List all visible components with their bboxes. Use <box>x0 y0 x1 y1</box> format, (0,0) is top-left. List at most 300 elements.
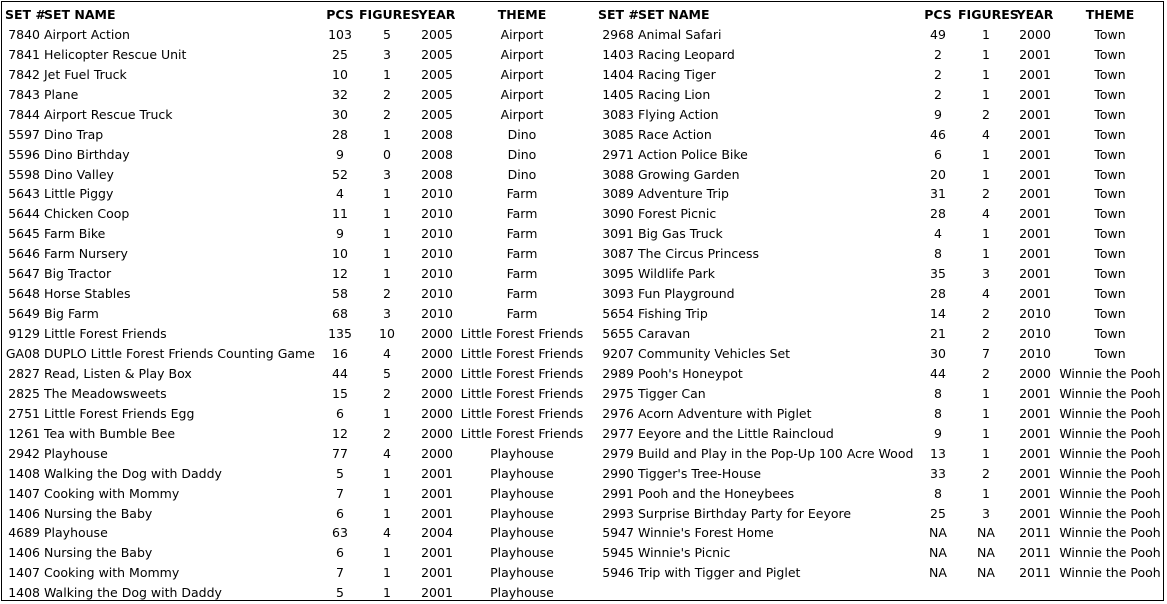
cell-name: Surprise Birthday Party for Eeyore <box>638 505 852 521</box>
cell-figures: 1 <box>982 226 990 242</box>
cell-figures: 4 <box>982 286 990 302</box>
cell-pcs: 12 <box>332 266 348 282</box>
cell-set: 2993 <box>602 505 634 521</box>
cell-year: 2001 <box>421 505 453 521</box>
cell-theme: Playhouse <box>490 585 554 601</box>
cell-year: 2004 <box>421 525 453 541</box>
cell-set: 1408 <box>8 465 40 481</box>
cell-year: 2001 <box>421 465 453 481</box>
cell-pcs: 6 <box>336 545 344 561</box>
cell-set: 1408 <box>8 585 40 601</box>
cell-theme: Playhouse <box>490 465 554 481</box>
cell-pcs: 9 <box>336 146 344 162</box>
cell-theme: Farm <box>506 246 538 262</box>
cell-set: 5647 <box>8 266 40 282</box>
cell-figures: 1 <box>982 66 990 82</box>
cell-theme: Airport <box>500 66 544 82</box>
cell-name: The Circus Princess <box>638 246 760 262</box>
cell-figures: 1 <box>383 505 391 521</box>
cell-name: Acorn Adventure with Piglet <box>638 405 812 421</box>
table-row <box>2 125 1165 145</box>
cell-name: Adventure Trip <box>638 186 729 202</box>
cell-name: Fishing Trip <box>638 306 708 322</box>
cell-name: Walking the Dog with Daddy <box>44 585 222 601</box>
cell-year: 2001 <box>1019 206 1051 222</box>
cell-name: Airport Action <box>44 26 130 42</box>
cell-figures: 1 <box>982 166 990 182</box>
cell-year: 2001 <box>421 545 453 561</box>
table-row <box>2 324 1165 344</box>
table-row <box>2 523 1165 543</box>
cell-name: Tigger Can <box>638 385 706 401</box>
cell-set: 5654 <box>602 306 634 322</box>
cell-theme: Little Forest Friends <box>460 385 584 401</box>
cell-name: Wildlife Park <box>638 266 715 282</box>
cell-name: Chicken Coop <box>44 206 130 222</box>
cell-set: 7844 <box>8 106 40 122</box>
cell-theme: Winnie the Pooh <box>1059 405 1161 421</box>
cell-figures: 1 <box>383 465 391 481</box>
cell-set: 5649 <box>8 306 40 322</box>
cell-pcs: 8 <box>934 485 942 501</box>
cell-theme: Playhouse <box>490 565 554 581</box>
cell-name: Helicopter Rescue Unit <box>44 46 187 62</box>
cell-year: 2005 <box>421 26 453 42</box>
table-row <box>2 384 1165 404</box>
cell-figures: 10 <box>379 326 395 342</box>
cell-set: 3085 <box>602 126 634 142</box>
cell-name: Big Gas Truck <box>638 226 723 242</box>
cell-year: 2001 <box>1019 465 1051 481</box>
cell-figures: 0 <box>383 146 391 162</box>
cell-figures: NA <box>977 525 995 541</box>
cell-year: 2001 <box>1019 66 1051 82</box>
cell-figures: 2 <box>982 306 990 322</box>
cell-name: Racing Lion <box>638 86 711 102</box>
table-row <box>2 344 1165 364</box>
cell-year: 2005 <box>421 46 453 62</box>
cell-pcs: 10 <box>332 66 348 82</box>
cell-set: 5643 <box>8 186 40 202</box>
cell-theme: Town <box>1094 306 1126 322</box>
cell-name: Winnie's Picnic <box>638 545 731 561</box>
cell-year: 2005 <box>421 66 453 82</box>
cell-pcs: 5 <box>336 585 344 601</box>
cell-year: 2001 <box>1019 445 1051 461</box>
cell-name: Community Vehicles Set <box>638 345 791 361</box>
cell-year: 2008 <box>421 146 453 162</box>
cell-pcs: 14 <box>930 306 946 322</box>
cell-set: 3093 <box>602 286 634 302</box>
cell-set: 3095 <box>602 266 634 282</box>
cell-name: Action Police Bike <box>638 146 748 162</box>
cell-theme: Farm <box>506 306 538 322</box>
cell-year: 2000 <box>421 385 453 401</box>
cell-name: Racing Leopard <box>638 46 735 62</box>
cell-theme: Town <box>1094 226 1126 242</box>
header-name: SET NAME <box>44 7 116 22</box>
cell-pcs: 11 <box>332 206 348 222</box>
cell-name: Tigger's Tree-House <box>638 465 762 481</box>
cell-pcs: 13 <box>930 445 946 461</box>
cell-set: 7840 <box>8 26 40 42</box>
cell-figures: 1 <box>982 86 990 102</box>
cell-figures: 4 <box>383 345 391 361</box>
cell-theme: Little Forest Friends <box>460 365 584 381</box>
cell-year: 2001 <box>1019 425 1051 441</box>
cell-name: Big Tractor <box>44 266 112 282</box>
cell-year: 2001 <box>1019 226 1051 242</box>
cell-pcs: 31 <box>930 186 946 202</box>
cell-theme: Town <box>1094 126 1126 142</box>
table-row <box>2 563 1165 583</box>
cell-year: 2001 <box>1019 266 1051 282</box>
cell-theme: Dino <box>507 166 537 182</box>
cell-figures: 1 <box>383 585 391 601</box>
cell-year: 2001 <box>1019 385 1051 401</box>
cell-figures: 1 <box>383 186 391 202</box>
cell-figures: 3 <box>982 266 990 282</box>
cell-figures: 1 <box>383 126 391 142</box>
cell-pcs: 103 <box>328 26 352 42</box>
cell-pcs: 7 <box>336 485 344 501</box>
cell-set: 5646 <box>8 246 40 262</box>
cell-theme: Town <box>1094 246 1126 262</box>
cell-theme: Town <box>1094 166 1126 182</box>
table-row <box>2 404 1165 424</box>
header-pcs: PCS <box>326 7 354 22</box>
cell-pcs: 9 <box>336 226 344 242</box>
cell-figures: 7 <box>982 345 990 361</box>
cell-set: 3089 <box>602 186 634 202</box>
cell-name: Pooh's Honeypot <box>638 365 743 381</box>
cell-set: 3091 <box>602 226 634 242</box>
cell-pcs: 63 <box>332 525 348 541</box>
cell-pcs: 44 <box>930 365 946 381</box>
cell-figures: 2 <box>383 106 391 122</box>
cell-theme: Winnie the Pooh <box>1059 465 1161 481</box>
header-theme: THEME <box>497 7 547 22</box>
cell-theme: Winnie the Pooh <box>1059 485 1161 501</box>
header-figures: FIGURES <box>958 7 1019 22</box>
cell-pcs: 2 <box>934 66 942 82</box>
cell-set: 2989 <box>602 365 634 381</box>
cell-year: 2000 <box>421 445 453 461</box>
cell-figures: 4 <box>982 126 990 142</box>
cell-figures: 4 <box>982 206 990 222</box>
cell-year: 2001 <box>1019 106 1051 122</box>
cell-year: 2010 <box>1019 306 1051 322</box>
cell-year: 2010 <box>1019 345 1051 361</box>
cell-set: 5947 <box>602 525 634 541</box>
cell-set: 5945 <box>602 545 634 561</box>
cell-figures: 3 <box>383 166 391 182</box>
cell-name: Growing Garden <box>638 166 740 182</box>
table-row <box>2 583 1165 603</box>
cell-pcs: 8 <box>934 385 942 401</box>
cell-figures: 2 <box>383 385 391 401</box>
cell-theme: Winnie the Pooh <box>1059 445 1161 461</box>
cell-set: 1406 <box>8 505 40 521</box>
cell-year: 2005 <box>421 106 453 122</box>
header-year: YEAR <box>418 7 456 22</box>
cell-name: Caravan <box>638 326 691 342</box>
cell-set: 5946 <box>602 565 634 581</box>
cell-figures: 2 <box>383 86 391 102</box>
cell-name: Playhouse <box>44 445 108 461</box>
cell-set: 5598 <box>8 166 40 182</box>
cell-theme: Town <box>1094 146 1126 162</box>
cell-name: Little Piggy <box>44 186 114 202</box>
cell-theme: Winnie the Pooh <box>1059 545 1161 561</box>
cell-theme: Winnie the Pooh <box>1059 525 1161 541</box>
cell-pcs: 32 <box>332 86 348 102</box>
cell-figures: 1 <box>383 206 391 222</box>
cell-set: 2827 <box>8 365 40 381</box>
cell-set: 3083 <box>602 106 634 122</box>
cell-pcs: 9 <box>934 425 942 441</box>
cell-set: 2976 <box>602 405 634 421</box>
cell-name: Race Action <box>638 126 712 142</box>
cell-year: 2000 <box>421 425 453 441</box>
cell-name: Winnie's Forest Home <box>638 525 774 541</box>
table-row <box>2 204 1165 224</box>
table-row <box>2 364 1165 384</box>
cell-theme: Town <box>1094 66 1126 82</box>
table-row <box>2 165 1165 185</box>
cell-theme: Little Forest Friends <box>460 326 584 342</box>
cell-name: Farm Nursery <box>44 246 128 262</box>
cell-figures: NA <box>977 565 995 581</box>
cell-theme: Winnie the Pooh <box>1059 425 1161 441</box>
cell-name: Big Farm <box>44 306 99 322</box>
cell-name: Tea with Bumble Bee <box>44 425 176 441</box>
cell-theme: Airport <box>500 46 544 62</box>
cell-theme: Farm <box>506 206 538 222</box>
cell-set: 1261 <box>8 425 40 441</box>
table-row <box>2 464 1165 484</box>
cell-name: Little Forest Friends <box>44 326 167 342</box>
cell-year: 2010 <box>421 266 453 282</box>
cell-theme: Town <box>1094 345 1126 361</box>
cell-year: 2001 <box>1019 405 1051 421</box>
cell-year: 2000 <box>421 365 453 381</box>
cell-name: Build and Play in the Pop-Up 100 Acre Wood <box>638 445 914 461</box>
cell-pcs: 28 <box>930 206 946 222</box>
cell-pcs: 21 <box>930 326 946 342</box>
cell-pcs: 2 <box>934 46 942 62</box>
cell-figures: 1 <box>982 146 990 162</box>
cell-pcs: 5 <box>336 465 344 481</box>
cell-figures: 5 <box>383 26 391 42</box>
table-row <box>2 25 1165 45</box>
cell-pcs: 7 <box>336 565 344 581</box>
cell-pcs: 12 <box>332 425 348 441</box>
cell-name: Flying Action <box>638 106 719 122</box>
cell-year: 2010 <box>421 246 453 262</box>
cell-name: Horse Stables <box>44 286 131 302</box>
cell-name: Trip with Tigger and Piglet <box>638 565 801 581</box>
cell-pcs: 68 <box>332 306 348 322</box>
cell-theme: Farm <box>506 266 538 282</box>
table-row <box>2 65 1165 85</box>
table-row <box>2 264 1165 284</box>
header-name: SET NAME <box>638 7 710 22</box>
table-row <box>2 145 1165 165</box>
cell-name: Jet Fuel Truck <box>44 66 127 82</box>
cell-pcs: 49 <box>930 26 946 42</box>
header-pcs: PCS <box>924 7 952 22</box>
cell-figures: 2 <box>982 326 990 342</box>
cell-theme: Airport <box>500 26 544 42</box>
cell-figures: 1 <box>383 266 391 282</box>
cell-year: 2010 <box>421 226 453 242</box>
cell-name: Airport Rescue Truck <box>44 106 173 122</box>
cell-set: 4689 <box>8 525 40 541</box>
cell-set: 2977 <box>602 425 634 441</box>
cell-figures: 1 <box>383 66 391 82</box>
cell-name: Eeyore and the Little Raincloud <box>638 425 834 441</box>
cell-pcs: 52 <box>332 166 348 182</box>
table-row <box>2 424 1165 444</box>
cell-name: Plane <box>44 86 79 102</box>
cell-figures: 4 <box>383 445 391 461</box>
cell-year: 2000 <box>1019 26 1051 42</box>
cell-year: 2001 <box>1019 246 1051 262</box>
cell-set: 2991 <box>602 485 634 501</box>
cell-pcs: 8 <box>934 405 942 421</box>
cell-theme: Town <box>1094 286 1126 302</box>
cell-year: 2001 <box>421 565 453 581</box>
cell-set: 2942 <box>8 445 40 461</box>
cell-figures: 1 <box>982 485 990 501</box>
cell-set: 2990 <box>602 465 634 481</box>
cell-set: 5644 <box>8 206 40 222</box>
cell-year: 2010 <box>421 206 453 222</box>
cell-theme: Town <box>1094 186 1126 202</box>
cell-theme: Winnie the Pooh <box>1059 505 1161 521</box>
table-row <box>2 45 1165 65</box>
cell-pcs: 6 <box>336 405 344 421</box>
cell-figures: 1 <box>383 545 391 561</box>
cell-figures: 3 <box>383 306 391 322</box>
cell-name: Walking the Dog with Daddy <box>44 465 222 481</box>
cell-set: 1404 <box>602 66 634 82</box>
table-row <box>2 484 1165 504</box>
cell-theme: Town <box>1094 206 1126 222</box>
cell-pcs: 8 <box>934 246 942 262</box>
cell-name: Nursing the Baby <box>44 505 153 521</box>
cell-pcs: 25 <box>332 46 348 62</box>
cell-theme: Airport <box>500 86 544 102</box>
cell-set: 1405 <box>602 86 634 102</box>
cell-pcs: 4 <box>336 186 344 202</box>
cell-theme: Winnie the Pooh <box>1059 565 1161 581</box>
cell-set: 5648 <box>8 286 40 302</box>
cell-name: Racing Tiger <box>638 66 716 82</box>
cell-year: 2001 <box>1019 166 1051 182</box>
cell-year: 2011 <box>1019 545 1051 561</box>
cell-theme: Town <box>1094 106 1126 122</box>
cell-year: 2001 <box>1019 86 1051 102</box>
table-row <box>2 85 1165 105</box>
cell-pcs: 2 <box>934 86 942 102</box>
cell-pcs: 4 <box>934 226 942 242</box>
table-row <box>2 284 1165 304</box>
cell-year: 2001 <box>1019 485 1051 501</box>
header-theme: THEME <box>1085 7 1135 22</box>
cell-year: 2005 <box>421 86 453 102</box>
cell-name: Dino Valley <box>44 166 114 182</box>
cell-figures: NA <box>977 545 995 561</box>
cell-figures: 1 <box>383 246 391 262</box>
cell-year: 2001 <box>421 485 453 501</box>
cell-set: 1407 <box>8 565 40 581</box>
cell-theme: Farm <box>506 186 538 202</box>
cell-theme: Playhouse <box>490 545 554 561</box>
cell-pcs: 30 <box>332 106 348 122</box>
cell-figures: 1 <box>982 445 990 461</box>
cell-theme: Town <box>1094 26 1126 42</box>
cell-theme: Dino <box>507 126 537 142</box>
cell-name: Forest Picnic <box>638 206 717 222</box>
cell-figures: 1 <box>982 246 990 262</box>
cell-set: 9207 <box>602 345 634 361</box>
cell-pcs: 16 <box>332 345 348 361</box>
cell-set: 2971 <box>602 146 634 162</box>
cell-pcs: 20 <box>930 166 946 182</box>
cell-figures: 2 <box>982 365 990 381</box>
cell-figures: 1 <box>982 26 990 42</box>
cell-name: Fun Playground <box>638 286 735 302</box>
cell-theme: Playhouse <box>490 485 554 501</box>
cell-set: GA08 <box>5 345 40 361</box>
cell-figures: 2 <box>383 425 391 441</box>
cell-set: 7841 <box>8 46 40 62</box>
cell-name: Little Forest Friends Egg <box>44 405 195 421</box>
cell-figures: 3 <box>982 505 990 521</box>
cell-figures: 2 <box>982 106 990 122</box>
cell-theme: Dino <box>507 146 537 162</box>
cell-theme: Little Forest Friends <box>460 425 584 441</box>
cell-pcs: 35 <box>930 266 946 282</box>
cell-figures: 1 <box>383 485 391 501</box>
cell-year: 2001 <box>421 585 453 601</box>
cell-name: DUPLO Little Forest Friends Counting Game <box>44 345 315 361</box>
cell-figures: 1 <box>982 385 990 401</box>
cell-pcs: 15 <box>332 385 348 401</box>
cell-name: Cooking with Mommy <box>44 565 180 581</box>
cell-set: 1407 <box>8 485 40 501</box>
cell-set: 3090 <box>602 206 634 222</box>
cell-year: 2010 <box>1019 326 1051 342</box>
cell-theme: Town <box>1094 326 1126 342</box>
cell-figures: 1 <box>383 405 391 421</box>
cell-figures: 2 <box>982 465 990 481</box>
table-row <box>2 304 1165 324</box>
cell-set: 5645 <box>8 226 40 242</box>
cell-pcs: 6 <box>336 505 344 521</box>
cell-year: 2001 <box>1019 126 1051 142</box>
cell-pcs: 10 <box>332 246 348 262</box>
cell-set: 5655 <box>602 326 634 342</box>
cell-figures: 5 <box>383 365 391 381</box>
header-row-right <box>2 5 1165 25</box>
cell-figures: 4 <box>383 525 391 541</box>
cell-pcs: 9 <box>934 106 942 122</box>
cell-figures: 2 <box>982 186 990 202</box>
header-figures: FIGURES <box>359 7 420 22</box>
